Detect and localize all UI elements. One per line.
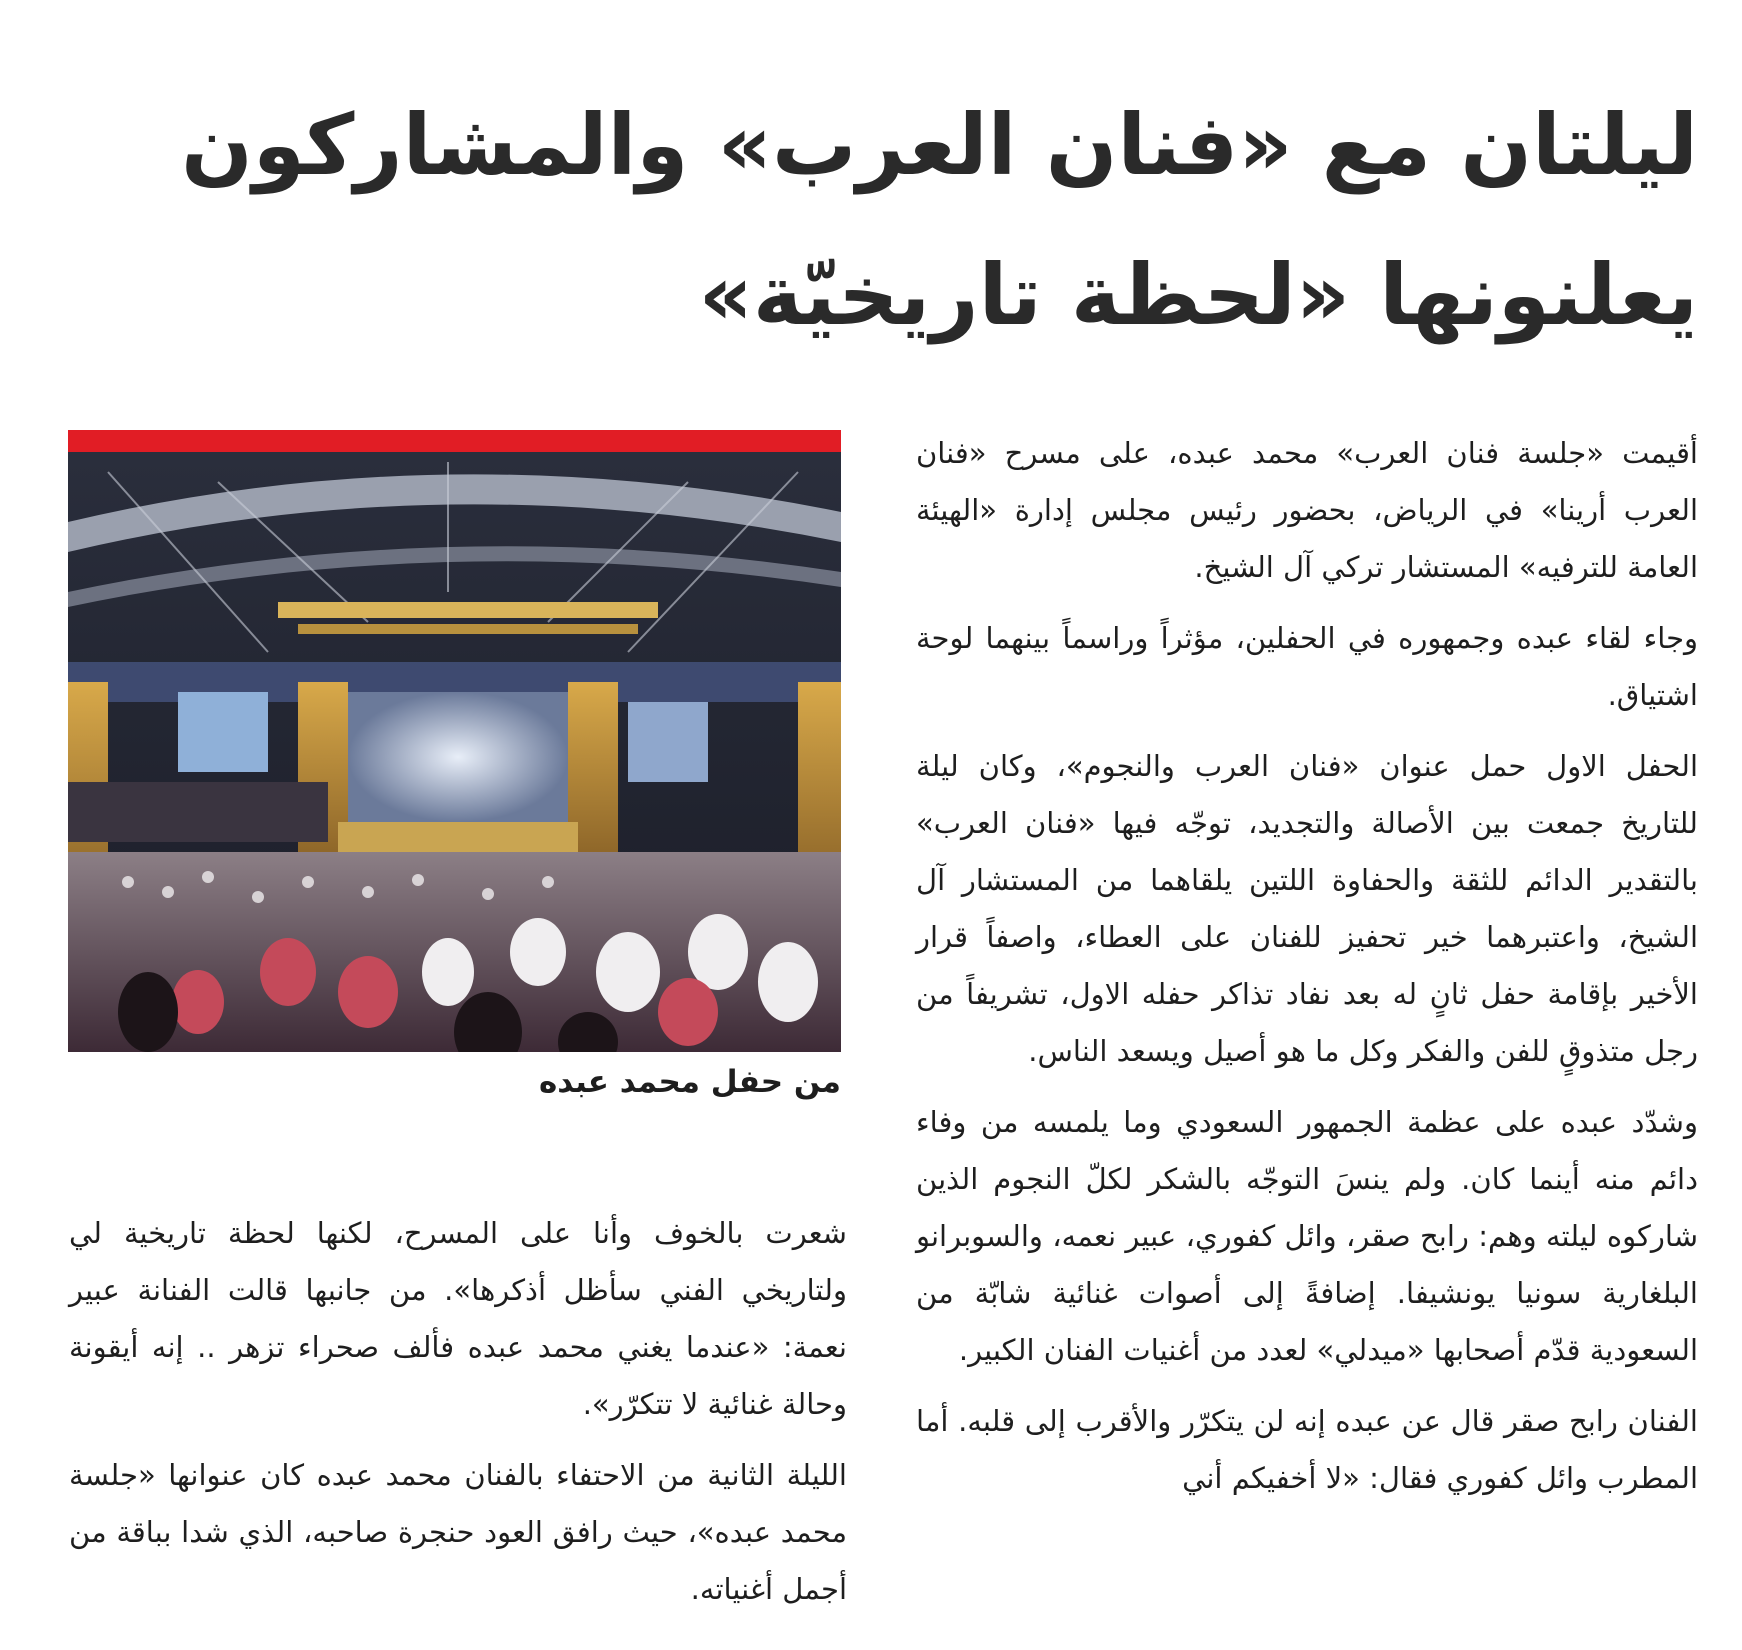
headline-line-2: يعلنونها «لحظة تاريخيّة»: [698, 246, 1698, 344]
headline-line-1: ليلتان مع «فنان العرب» والمشاركون: [181, 96, 1698, 194]
paragraph: وشدّد عبده على عظمة الجمهور السعودي وما يلمسه من وفاء دائم منه أينما كان. ولم ينسَ التوجّه بالشكر لكلّ النجوم الذين شاركوه ليلته وهم: رابح صقر، وائل كفوري، عبير نعمه، والسوبرانو البلغارية سونيا يونشيفا. إضافةً إلى أصوات غنائية شابّة من السعودية قدّم أصحابها «ميدلي» لعدد من أغنيات الفنان الكبير.: [916, 1105, 1698, 1367]
photo-caption: من حفل محمد عبده: [538, 1064, 841, 1100]
article-column-left: [69, 1205, 847, 1632]
headline: [48, 70, 1698, 370]
paragraph: الحفل الاول حمل عنوان «فنان العرب والنجوم»، وكان ليلة للتاريخ جمعت بين الأصالة والتجديد، توجّه فيها «فنان العرب» بالتقدير الدائم للثقة والحفاوة اللتين يلقاهما من المستشار آل الشيخ، واعتبرهما خير تحفيز للفنان على العطاء، واصفاً قرار الأخير بإقامة حفل ثانٍ له بعد نفاد تذاكر حفله الاول، تشريفاً من رجل متذوقٍ للفن والفكر وكل ما هو أصيل ويسعد الناس.: [916, 749, 1698, 1068]
article-column-right: [916, 425, 1698, 1521]
concert-hall-image: [68, 452, 841, 1052]
concert-photo: [68, 430, 841, 1052]
photo-accent-bar: [68, 430, 841, 452]
paragraph: أقيمت «جلسة فنان العرب» محمد عبده، على مسرح «فنان العرب أرينا» في الرياض، بحضور رئيس مجلس إدارة «الهيئة العامة للترفيه» المستشار تركي آل الشيخ.: [916, 436, 1698, 584]
paragraph: وجاء لقاء عبده وجمهوره في الحفلين، مؤثراً وراسماً بينهما لوحة اشتياق.: [916, 621, 1698, 712]
paragraph: شعرت بالخوف وأنا على المسرح، لكنها لحظة تاريخية لي ولتاريخي الفني سأظل أذكرها». من جانبها قالت الفنانة عبير نعمة: «عندما يغني محمد عبده فألف صحراء تزهر .. إنه أيقونة وحالة غنائية لا تتكرّر».: [69, 1216, 847, 1421]
paragraph: الفنان رابح صقر قال عن عبده إنه لن يتكرّر والأقرب إلى قلبه. أما المطرب وائل كفوري فقال: «لا أخفيكم أني: [916, 1404, 1698, 1495]
paragraph: الليلة الثانية من الاحتفاء بالفنان محمد عبده كان عنوانها «جلسة محمد عبده»، حيث رافق العود حنجرة صاحبه، الذي شدا بباقة من أجمل أغنياته.: [69, 1458, 847, 1606]
